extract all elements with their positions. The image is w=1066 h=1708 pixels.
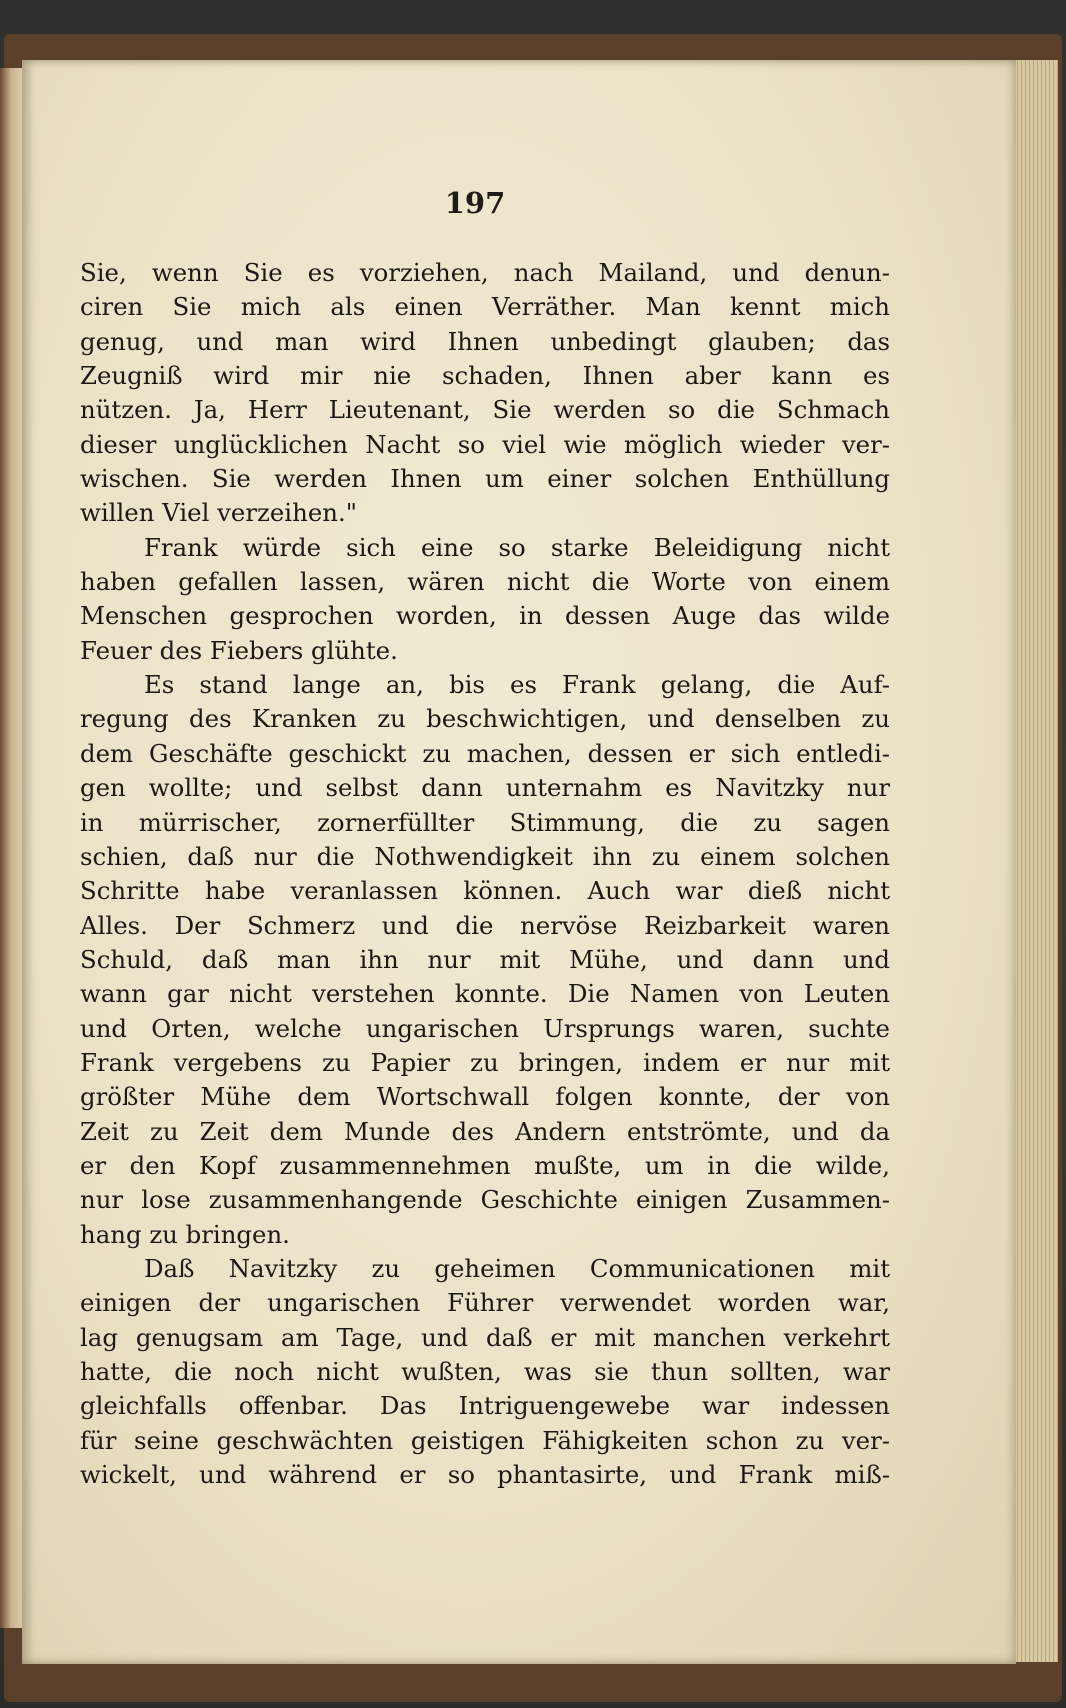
text-line: Frank vergebens zu Papier zu bringen, indem er nur mit <box>80 1047 890 1077</box>
text-line: wann gar nicht verstehen konnte. Die Namen von Leuten <box>80 979 890 1009</box>
text-line: Sie, wenn Sie es vorziehen, nach Mailand, und denun- <box>80 258 890 287</box>
text-line: ciren Sie mich als einen Verräther. Man kennt mich <box>80 292 890 322</box>
text-line: dem Geschäfte geschickt zu machen, dessen er sich entledi- <box>80 738 890 768</box>
page-number: 197 <box>444 186 506 220</box>
text-line: gen wollte; und selbst dann unternahm es Navitzky nur <box>80 773 890 803</box>
text-line: schien, daß nur die Nothwendigkeit ihn zu einem solchen <box>80 841 890 871</box>
text-line: er den Kopf zusammennehmen mußte, um in die wilde, <box>80 1150 890 1180</box>
text-line: Es stand lange an, bis es Frank gelang, die Auf- <box>144 670 890 700</box>
text-line: Frank würde sich eine so starke Beleidigung nicht <box>144 532 890 562</box>
text-line: wickelt, und während er so phantasirte, und Frank miß- <box>80 1460 890 1490</box>
text-line: dieser unglücklichen Nacht so viel wie möglich wieder ver- <box>80 429 890 459</box>
text-line: Daß Navitzky zu geheimen Communicationen mit <box>144 1253 890 1283</box>
text-line: Menschen gesprochen worden, in dessen Auge das wilde <box>80 601 890 631</box>
text-line: einigen der ungarischen Führer verwendet worden war, <box>80 1288 890 1318</box>
text-line: gleichfalls offenbar. Das Intriguengewebe war indessen <box>80 1391 890 1421</box>
text-line: hang zu bringen. <box>80 1219 290 1249</box>
text-line: Feuer des Fiebers glühte. <box>80 635 398 665</box>
text-line: haben gefallen lassen, wären nicht die Worte von einem <box>80 567 890 597</box>
text-line: Schuld, daß man ihn nur mit Mühe, und dann und <box>80 944 890 974</box>
text-line: für seine geschwächten geistigen Fähigkeiten schon zu ver- <box>80 1425 890 1455</box>
text-line: genug, und man wird Ihnen unbedingt glauben; das <box>80 326 890 356</box>
text-line: nützen. Ja, Herr Lieutenant, Sie werden so die Schmach <box>80 395 890 425</box>
text-line: nur lose zusammenhangende Geschichte einigen Zusammen- <box>80 1185 890 1215</box>
text-line: größter Mühe dem Wortschwall folgen konnte, der von <box>80 1082 890 1112</box>
text-line: hatte, die noch nicht wußten, was sie thun sollten, war <box>80 1357 890 1386</box>
page-edges <box>1010 60 1058 1662</box>
text-line: wischen. Sie werden Ihnen um einer solchen Enthüllung <box>80 464 890 494</box>
text-line: regung des Kranken zu beschwichtigen, und denselben zu <box>80 704 890 734</box>
text-line: Zeugniß wird mir nie schaden, Ihnen aber kann es <box>80 361 890 391</box>
text-line: lag genugsam am Tage, und daß er mit manchen verkehrt <box>80 1322 890 1352</box>
text-line: in mürrischer, zornerfüllter Stimmung, die zu sagen <box>80 807 890 837</box>
text-line: und Orten, welche ungarischen Ursprungs waren, suchte <box>80 1013 890 1043</box>
body-text <box>80 256 890 1492</box>
text-line: Schritte habe veranlassen können. Auch war dieß nicht <box>80 876 890 906</box>
text-line: Zeit zu Zeit dem Munde des Andern entströmte, und da <box>80 1116 890 1146</box>
text-line: Alles. Der Schmerz und die nervöse Reizbarkeit waren <box>80 910 890 940</box>
text-line: willen Viel verzeihen." <box>80 498 357 528</box>
